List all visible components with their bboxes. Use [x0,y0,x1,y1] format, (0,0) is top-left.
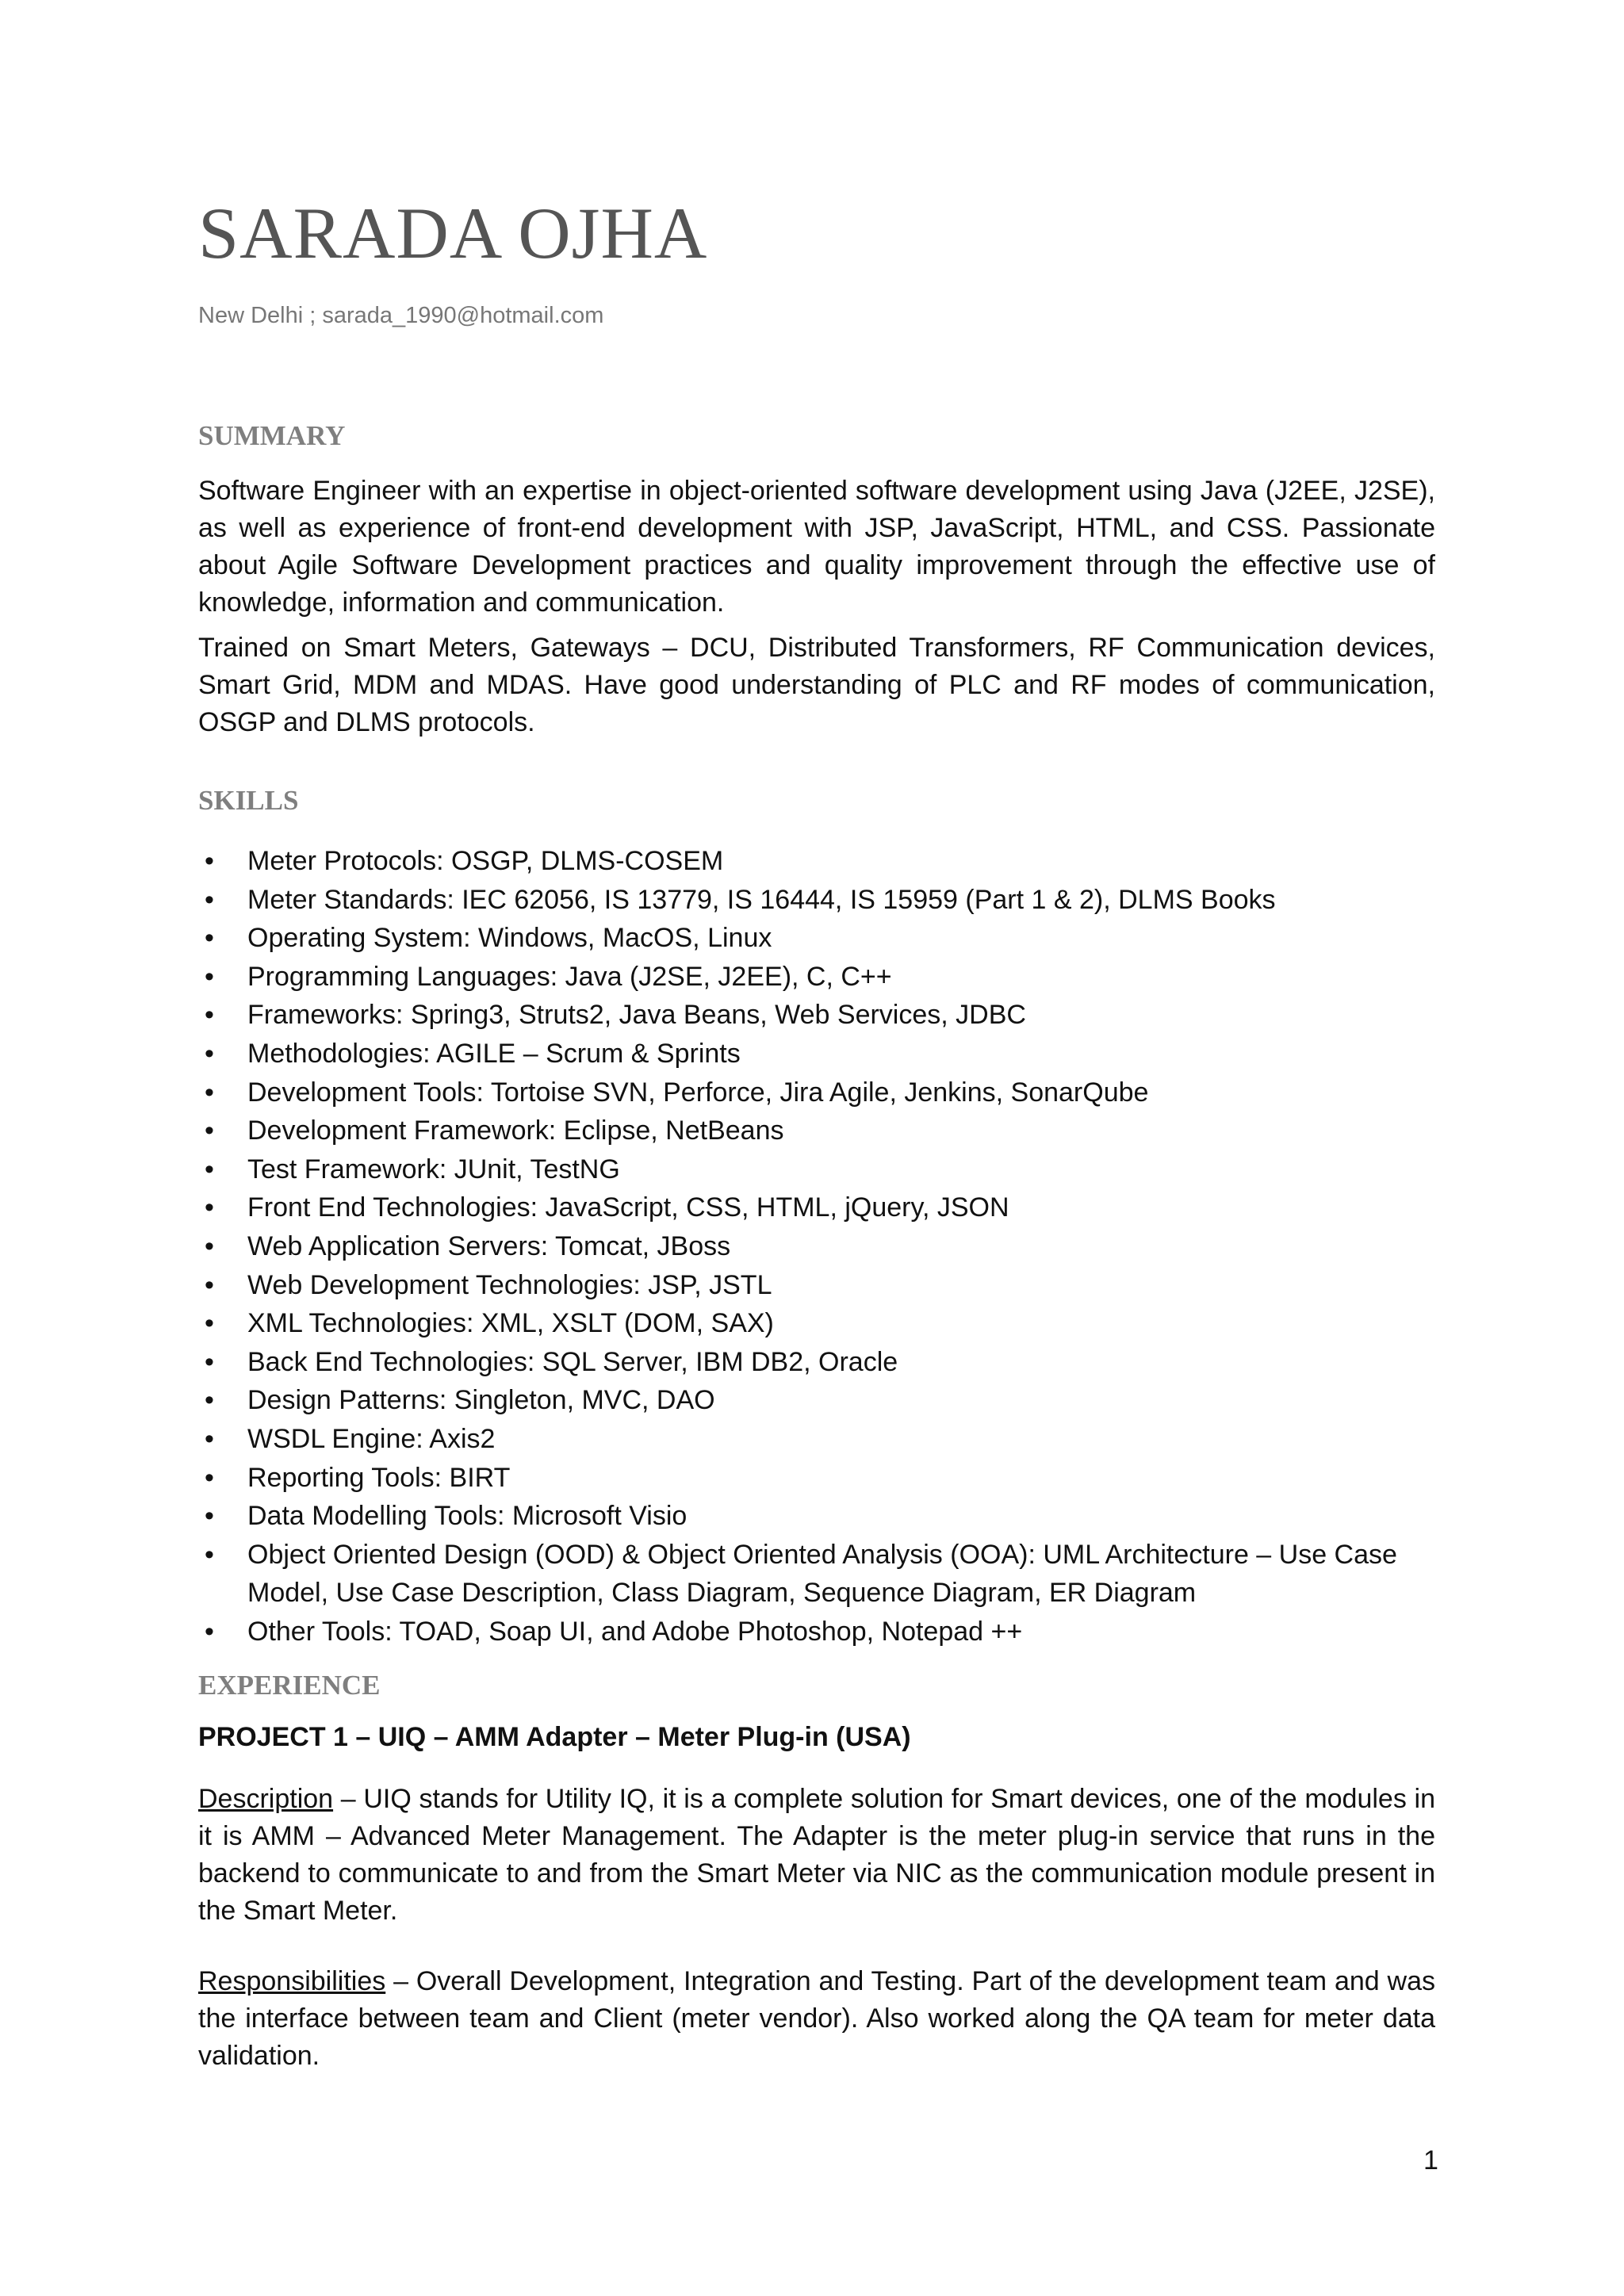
skill-item [198,919,1435,958]
contact-line: New Delhi ; sarada_1990@hotmail.com [198,303,604,328]
skill-item [198,1304,1435,1343]
skill-text: Operating System: Windows, MacOS, Linux [247,923,772,954]
skill-item [198,1035,1435,1073]
skill-item [198,1613,1435,1651]
responsibilities-text: – Overall Development, Integration and Testing. Part of the development team and was the interface between team and Client (meter vendor). Also worked along the QA team for meter data validation. [198,1966,1435,2071]
skill-item [198,881,1435,920]
skill-item [198,1343,1435,1382]
bullet-icon: • [205,1154,214,1184]
skill-item [198,1381,1435,1420]
bullet-icon: • [205,846,214,876]
summary-paragraph-1: Software Engineer with an expertise in object-oriented software development using Java (J2EE, J2SE), as well as experience of front-end development with JSP, JavaScript, HTML, and CSS. Passionate about Agile Software Development practices and quality improvement through the effective use of knowledge, information and communication. [198,476,1435,618]
summary-paragraph-2: Trained on Smart Meters, Gateways – DCU, Distributed Transformers, RF Communication devices, Smart Grid, MDM and MDAS. Have good understanding of PLC and RF modes of communication, OSGP and DLMS protocols. [198,633,1435,737]
responsibilities-label: Responsibilities [198,1966,386,1996]
skill-item [198,1073,1435,1112]
skill-text: Programming Languages: Java (J2SE, J2EE), C, C++ [247,961,892,992]
skill-item [198,1497,1435,1536]
bullet-icon: • [205,1000,214,1031]
skill-text: Data Modelling Tools: Microsoft Visio [247,1501,688,1532]
resume-page [198,0,1438,2296]
bullet-icon: • [205,1462,214,1493]
skill-text: Back End Technologies: SQL Server, IBM DB2, Oracle [247,1346,898,1377]
skills-heading: SKILLS [198,785,299,816]
bullet-icon: • [205,1308,214,1339]
summary-heading: SUMMARY [198,420,346,451]
skill-item [198,1112,1435,1150]
bullet-icon: • [205,1385,214,1416]
description-text: – UIQ stands for Utility IQ, it is a complete solution for Smart devices, one of the modules in it is AMM – Advanced Meter Management. The Adapter is the meter plug-in service that runs in the backend to communicate to and from the Smart Meter via NIC as the communication module present in the Smart Meter. [198,1784,1435,1926]
bullet-icon: • [205,1539,214,1570]
skill-text: Object Oriented Design (OOD) & Object Oriented Analysis (OOA): UML Architecture – Use Case Model, Use Case Description, Class Diagram, Sequence Diagram, ER Diagram [247,1539,1397,1609]
skill-item [198,958,1435,997]
skill-item [198,1266,1435,1305]
bullet-icon: • [205,884,214,915]
bullet-icon: • [205,1269,214,1300]
skill-text: Web Development Technologies: JSP, JSTL [247,1269,772,1300]
bullet-icon: • [205,1423,214,1454]
skill-text: Reporting Tools: BIRT [247,1462,511,1493]
skill-text: Methodologies: AGILE – Scrum & Sprints [247,1038,741,1069]
project-1-description [198,1781,1435,1930]
skill-text: Design Patterns: Singleton, MVC, DAO [247,1385,715,1416]
skill-item [198,1188,1435,1227]
skill-text: Meter Standards: IEC 62056, IS 13779, IS 16444, IS 15959 (Part 1 & 2), DLMS Books [247,884,1276,915]
experience-heading: EXPERIENCE [198,1670,381,1701]
page-number: 1 [1423,2145,1438,2175]
skill-item [198,1150,1435,1189]
skills-list [198,842,1435,1651]
skill-item [198,1420,1435,1459]
skill-text: Other Tools: TOAD, Soap UI, and Adobe Photoshop, Notepad ++ [247,1616,1023,1647]
skill-text: Meter Protocols: OSGP, DLMS-COSEM [247,846,724,876]
bullet-icon: • [205,1115,214,1146]
skill-item [198,1459,1435,1498]
skill-text: XML Technologies: XML, XSLT (DOM, SAX) [247,1308,774,1339]
bullet-icon: • [205,1038,214,1069]
bullet-icon: • [205,961,214,992]
project-1-title: PROJECT 1 – UIQ – AMM Adapter – Meter Plug-in (USA) [198,1722,911,1752]
skill-text: Development Framework: Eclipse, NetBeans [247,1115,784,1146]
bullet-icon: • [205,1192,214,1223]
bullet-icon: • [205,923,214,954]
skill-item [198,1536,1435,1613]
bullet-icon: • [205,1501,214,1532]
project-1-responsibilities [198,1963,1435,2075]
bullet-icon: • [205,1077,214,1108]
skill-text: Frameworks: Spring3, Struts2, Java Beans, Web Services, JDBC [247,1000,1026,1031]
skill-item [198,1227,1435,1266]
skill-text: Development Tools: Tortoise SVN, Perforce, Jira Agile, Jenkins, SonarQube [247,1077,1149,1108]
bullet-icon: • [205,1616,214,1647]
skill-item [198,842,1435,881]
bullet-icon: • [205,1346,214,1377]
skill-text: Web Application Servers: Tomcat, JBoss [247,1230,731,1261]
skill-text: WSDL Engine: Axis2 [247,1423,496,1454]
skill-text: Front End Technologies: JavaScript, CSS, HTML, jQuery, JSON [247,1192,1009,1223]
skill-item [198,996,1435,1035]
skill-text: Test Framework: JUnit, TestNG [247,1154,620,1184]
bullet-icon: • [205,1230,214,1261]
candidate-name: SARADA OJHA [198,193,708,274]
description-label: Description [198,1784,334,1814]
